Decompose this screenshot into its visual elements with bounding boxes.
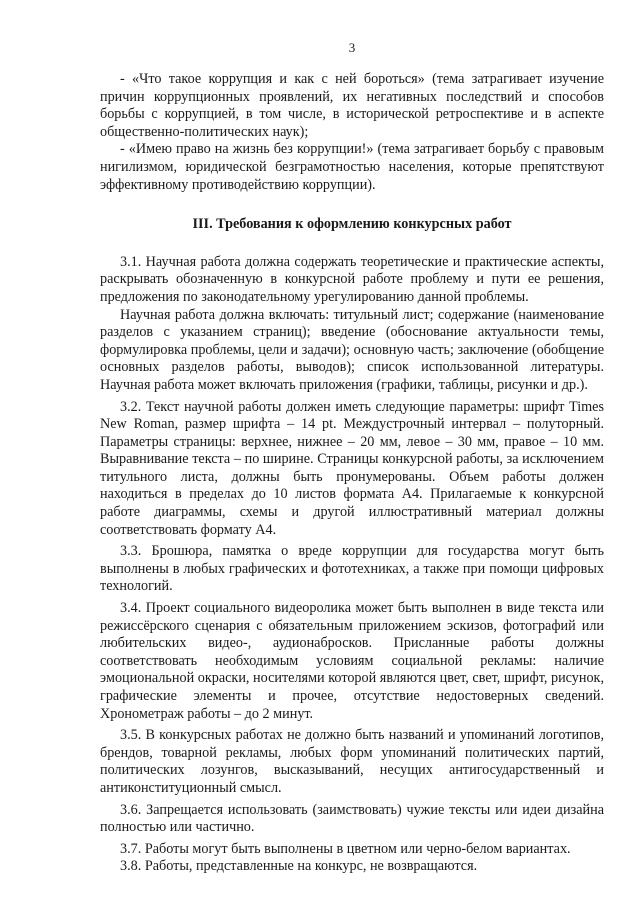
topic-item-corruption: - «Что такое коррупция и как с ней бороться» (тема затрагивает изучение причин коррупционных проявлений, их негативных последствий и способов борьбы с коррупцией, в том числе, в исторической ретроспективе и в аспекте общественно-политических наук); (100, 71, 604, 140)
page-number: 3 (348, 40, 356, 55)
requirement-3-7: 3.7. Работы могут быть выполнены в цветном или черно-белом вариантах. (120, 840, 571, 857)
topic-item-right-to-life: - «Имею право на жизнь без коррупции!» (тема затрагивает борьбу с правовым нигилизмом, юридической безграмотностью населения, которые препятствуют эффективному противодействию коррупции). (100, 141, 604, 193)
requirement-3-5: 3.5. В конкурсных работах не должно быть названий и упоминаний логотипов, брендов, товарной рекламы, любых форм упоминаний политических партий, политических лозунгов, высказываний, несущих антигосударственный и антиконституционный смысл. (100, 727, 604, 796)
requirement-3-8: 3.8. Работы, представленные на конкурс, не возвращаются. (120, 858, 478, 875)
requirement-3-6: 3.6. Запрещается использовать (заимствовать) чужие тексты или идеи дизайна полностью или частично. (100, 801, 604, 836)
requirement-3-1: 3.1. Научная работа должна содержать теоретические и практические аспекты, раскрывать обозначенную в конкурсной работе проблему и пути ее решения, предложения по законодательному урегулированию данной проблемы. (100, 253, 604, 305)
requirement-3-3: 3.3. Брошюра, памятка о вреде коррупции для государства могут быть выполнены в любых графических и фототехниках, а также при помощи цифровых технологий. (100, 543, 604, 595)
section-heading: III. Требования к оформлению конкурсных работ (192, 216, 512, 233)
requirement-3-4: 3.4. Проект социального видеоролика может быть выполнен в виде текста или режиссёрского сценария с обязательным приложением эскизов, фотографий или любительских видео-, аудионабросков. Присланные работы должны соответствовать необходимым условиям социальной рекламы: наличие эмоциональной окраски, носителями которой являются цвет, свет, шрифт, рисунок, графические элементы и прочее, отсутствие недостоверных сведений. Хронометраж работы – до 2 минут. (100, 600, 604, 722)
requirement-3-2: 3.2. Текст научной работы должен иметь следующие параметры: шрифт Times New Roman, размер шрифта – 14 pt. Междустрочный интервал – полуторный. Параметры страницы: верхнее, нижнее – 20 мм, левое – 30 мм, правое – 10 мм. Выравнивание текста – по ширине. Страницы конкурсной работы, за исключением титульного листа, должны быть пронумерованы. Объем работы должен находиться в пределах до 10 листов формата А4. Прилагаемые к конкурсной работе диаграммы, схемы и другой иллюстративный материал должны соответствовать формату А4. (100, 398, 604, 538)
requirement-3-1-structure: Научная работа должна включать: титульный лист; содержание (наименование разделов с указанием страниц); введение (обоснование актуальности темы, формулировка проблемы, цели и задачи); основную часть; заключение (обобщение основных разделов работы, выводов); список использованной литературы. Научная работа может включать приложения (графики, таблицы, рисунки и др.). (100, 306, 604, 393)
